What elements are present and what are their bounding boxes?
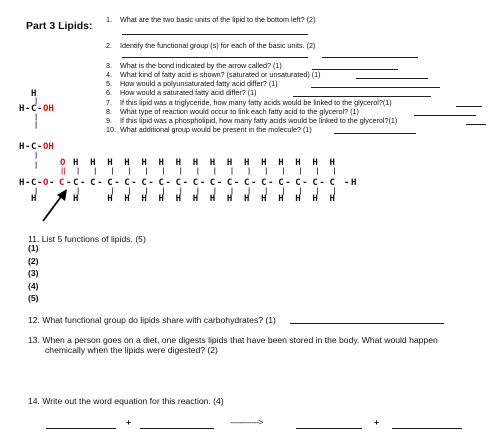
bond-vertical: | — [212, 167, 218, 175]
question-11: 11. List 5 functions of lipids. (5) — [28, 234, 146, 244]
bond-horizontal: - — [251, 178, 257, 188]
equation-blank[interactable] — [140, 428, 214, 429]
chain-h-top: H — [226, 158, 233, 168]
question-text: Identify the functional group (s) for each of the basic units. (2) — [120, 41, 316, 50]
answer-line[interactable] — [356, 78, 428, 79]
bond-vertical: | — [127, 187, 132, 195]
bond-horizontal: - — [25, 142, 31, 152]
question-number: 7. — [106, 98, 112, 107]
question-6 — [106, 88, 257, 97]
bond-vertical: | — [264, 167, 269, 175]
chain-h-bottom: H — [226, 194, 233, 204]
bond-vertical: | — [34, 113, 39, 121]
chain-h-top: H — [295, 158, 301, 168]
chain-carbon: C — [209, 178, 216, 188]
answer-line[interactable] — [466, 124, 486, 125]
chain-h-top: H — [261, 158, 267, 168]
bond-horizontal: - — [80, 178, 86, 188]
chain-h-top: H — [278, 158, 284, 168]
question-1 — [106, 15, 315, 24]
function-item-3: (3) — [28, 268, 39, 278]
question-number: 1. — [106, 15, 112, 24]
bond-vertical: | — [315, 187, 320, 195]
chain-h-bottom: H — [209, 194, 216, 204]
chain-h-top: H — [329, 158, 335, 168]
question-2 — [106, 41, 315, 50]
chain-h-bottom: H — [261, 194, 267, 204]
question-text: What type of reaction would occur to link each fatty acid to the glycerol? (1) — [120, 107, 359, 116]
atom-c: C — [31, 142, 37, 152]
bond-vertical: | — [76, 167, 81, 175]
atom-h: H — [19, 142, 25, 152]
chain-h-bottom: H — [141, 194, 147, 204]
question-number: 9. — [106, 116, 112, 125]
question-number: 8. — [106, 107, 112, 116]
chain-carbon: C — [107, 178, 113, 188]
bond-vertical: | — [281, 187, 286, 195]
chain-h-bottom: H — [158, 194, 164, 204]
equation-blank[interactable] — [46, 428, 116, 429]
function-item-5: (5) — [28, 293, 39, 303]
carbonyl-carbon: C — [59, 178, 65, 188]
bond-vertical: | — [144, 187, 149, 195]
double-bond: || — [60, 167, 65, 175]
chain-carbon: C — [73, 178, 79, 188]
plus-sign: + — [126, 417, 132, 427]
question-9 — [106, 116, 397, 125]
bond-vertical: | — [195, 187, 200, 195]
question-text: If this lipid was a phospholipid, how many fatty acids would be linked to the glycerol?(1) — [120, 116, 398, 125]
question-text: How would a polyunsaturated fatty acid differ? (1) — [120, 79, 278, 88]
ester-oxygen: O — [43, 178, 49, 188]
bond-vertical: | — [127, 167, 132, 175]
chain-h-top: H — [141, 158, 147, 168]
chain-carbon: C — [295, 178, 301, 188]
bond-vertical: | — [161, 167, 166, 175]
bond-vertical: | — [144, 167, 149, 175]
chain-h-bottom: H — [278, 194, 284, 204]
question-13-line-2: chemically when the lipids were digested? (2) — [45, 345, 218, 355]
plus-sign: + — [374, 417, 380, 427]
question-12: 12. What functional group do lipids share with carbohydrates? (1) — [28, 315, 276, 325]
question-7 — [106, 98, 392, 107]
bond-vertical: | — [281, 167, 286, 175]
bond-vertical: | — [212, 187, 218, 195]
answer-line[interactable] — [312, 69, 398, 70]
bond-horizontal: - — [165, 178, 171, 188]
bond-horizontal: - — [37, 104, 43, 114]
bond-vertical: | — [229, 187, 235, 195]
answer-line[interactable] — [456, 106, 482, 107]
function-item-4: (4) — [28, 281, 39, 291]
bond-horizontal: - — [37, 142, 43, 152]
bond-horizontal: - — [182, 178, 189, 188]
chain-h-bottom: H — [312, 194, 318, 204]
question-5 — [106, 79, 278, 88]
bond-vertical: | — [178, 187, 183, 195]
chain-h-top: H — [312, 158, 318, 168]
atom-c: C — [31, 178, 37, 188]
answer-line[interactable] — [334, 133, 416, 134]
question-number: 4. — [106, 70, 112, 79]
bond-horizontal: - — [199, 178, 206, 188]
atom-h: H — [31, 89, 37, 99]
arrow-icon — [40, 188, 70, 224]
chain-h-top: H — [90, 158, 96, 168]
carbonyl-oxygen: O — [60, 158, 66, 168]
atom-h: H — [19, 104, 25, 114]
hydroxyl-group: OH — [43, 142, 54, 152]
answer-line[interactable] — [322, 57, 418, 58]
question-4 — [106, 70, 321, 79]
equation-blank[interactable] — [296, 428, 362, 429]
atom-h: H — [19, 178, 25, 188]
bond-vertical: | — [34, 121, 39, 129]
bond-vertical: | — [247, 187, 252, 195]
bond-vertical: | — [229, 167, 235, 175]
atom-c: C — [31, 104, 37, 114]
answer-line[interactable] — [414, 115, 476, 116]
bond-vertical: | — [247, 167, 252, 175]
bond-horizontal: - — [233, 178, 240, 188]
bond-vertical: | — [195, 167, 200, 175]
chain-carbon: C — [329, 178, 335, 188]
hydroxyl-group: OH — [43, 104, 54, 114]
bond-vertical: | — [332, 167, 337, 175]
atom-h: H — [31, 194, 37, 204]
bond-horizontal: - — [66, 178, 72, 188]
chain-carbon: C — [192, 178, 199, 188]
chain-carbon: C — [226, 178, 233, 188]
question-number: 5. — [106, 79, 112, 88]
chain-carbon: C — [141, 178, 147, 188]
bond-horizontal: - — [25, 104, 31, 114]
chain-h-bottom: H — [192, 194, 199, 204]
bond-vertical: | — [298, 187, 303, 195]
chain-h-top: H — [175, 158, 182, 168]
bond-vertical: | — [76, 187, 81, 195]
bond-horizontal: - — [285, 178, 291, 188]
answer-line[interactable] — [122, 57, 308, 58]
chain-h-bottom: H — [295, 194, 301, 204]
chain-carbon: C — [244, 178, 250, 188]
chain-h-bottom: H — [244, 194, 250, 204]
question-14: 14. Write out the word equation for this reaction. (4) — [28, 396, 224, 406]
bond-horizontal: - — [268, 178, 274, 188]
bond-horizontal: - — [148, 178, 154, 188]
reaction-arrow: ------------> — [230, 417, 263, 427]
question-number: 2. — [106, 41, 112, 50]
question-text: What kind of fatty acid is shown? (saturated or unsaturated) (1) — [120, 70, 321, 79]
bond-vertical: | — [110, 167, 115, 175]
bond-vertical: | — [178, 167, 183, 175]
chain-h-top: H — [124, 158, 130, 168]
question-text: What are the two basic units of the lipid to the bottom left? (2) — [120, 15, 316, 24]
question-10 — [106, 125, 312, 134]
answer-line[interactable] — [290, 323, 444, 324]
bond-vertical: | — [34, 187, 39, 195]
bond-vertical: | — [161, 187, 166, 195]
chain-carbon: C — [175, 178, 182, 188]
bond-horizontal: - — [37, 178, 43, 188]
chain-carbon: C — [158, 178, 164, 188]
chain-carbon: C — [312, 178, 318, 188]
answer-line[interactable] — [311, 87, 440, 88]
chain-h-top: H — [158, 158, 164, 168]
chain-h-top: H — [209, 158, 216, 168]
chain-carbon: C — [261, 178, 267, 188]
bond-vertical: | — [264, 187, 269, 195]
question-3 — [106, 61, 282, 70]
question-number: 6. — [106, 88, 112, 97]
question-text: If this lipid was a triglyceride, how many fatty acids would be linked to the glycerol?(1) — [120, 98, 392, 107]
question-13-line-1: 13. When a person goes on a diet, one digests lipids that have been stored in the body. What would happen — [28, 335, 438, 345]
bond-vertical: | — [110, 187, 115, 195]
bond-horizontal: - — [302, 178, 308, 188]
chain-h-top: H — [244, 158, 250, 168]
chain-h-bottom: H — [107, 194, 113, 204]
question-text: What additional group would be present in the molecule? (1) — [120, 125, 312, 134]
answer-line[interactable] — [293, 96, 431, 97]
bond-vertical: | — [332, 187, 337, 195]
bond-vertical: | — [298, 167, 303, 175]
chain-h-top: H — [107, 158, 113, 168]
part-title: Part 3 Lipids: — [26, 20, 93, 32]
bond-vertical: | — [93, 167, 98, 175]
question-number: 3. — [106, 61, 112, 70]
bond-vertical: | — [34, 151, 39, 159]
question-number: 10. — [106, 125, 116, 134]
function-item-2: (2) — [28, 256, 39, 266]
chain-carbon: C — [278, 178, 284, 188]
question-text: What is the bond indicated by the arrow called? (1) — [120, 61, 282, 70]
chain-h-bottom: H — [175, 194, 182, 204]
chain-h-bottom: H — [329, 194, 335, 204]
answer-line[interactable] — [122, 34, 308, 35]
question-text: How would a saturated fatty acid differ? (1) — [120, 88, 257, 97]
function-item-1: (1) — [28, 243, 39, 253]
terminal-bond: - — [344, 178, 350, 188]
bond-horizontal: - — [319, 178, 325, 188]
bond-horizontal: - — [131, 178, 137, 188]
chain-h-top: H — [192, 158, 199, 168]
bond-horizontal: - — [25, 178, 31, 188]
chain-h-top: H — [73, 158, 79, 168]
chain-h-bottom: H — [73, 194, 79, 204]
bond-vertical: | — [315, 167, 320, 175]
bond-vertical: | — [34, 161, 39, 169]
terminal-h: H — [351, 178, 357, 188]
bond-horizontal: - — [97, 178, 103, 188]
chain-h-bottom: H — [124, 194, 130, 204]
question-8 — [106, 107, 359, 116]
bond-horizontal: - — [114, 178, 120, 188]
equation-blank[interactable] — [392, 428, 462, 429]
chain-carbon: C — [90, 178, 96, 188]
bond-vertical: | — [34, 97, 39, 105]
chain-carbon: C — [124, 178, 130, 188]
bond-horizontal: - — [49, 178, 55, 188]
bond-horizontal: - — [216, 178, 223, 188]
